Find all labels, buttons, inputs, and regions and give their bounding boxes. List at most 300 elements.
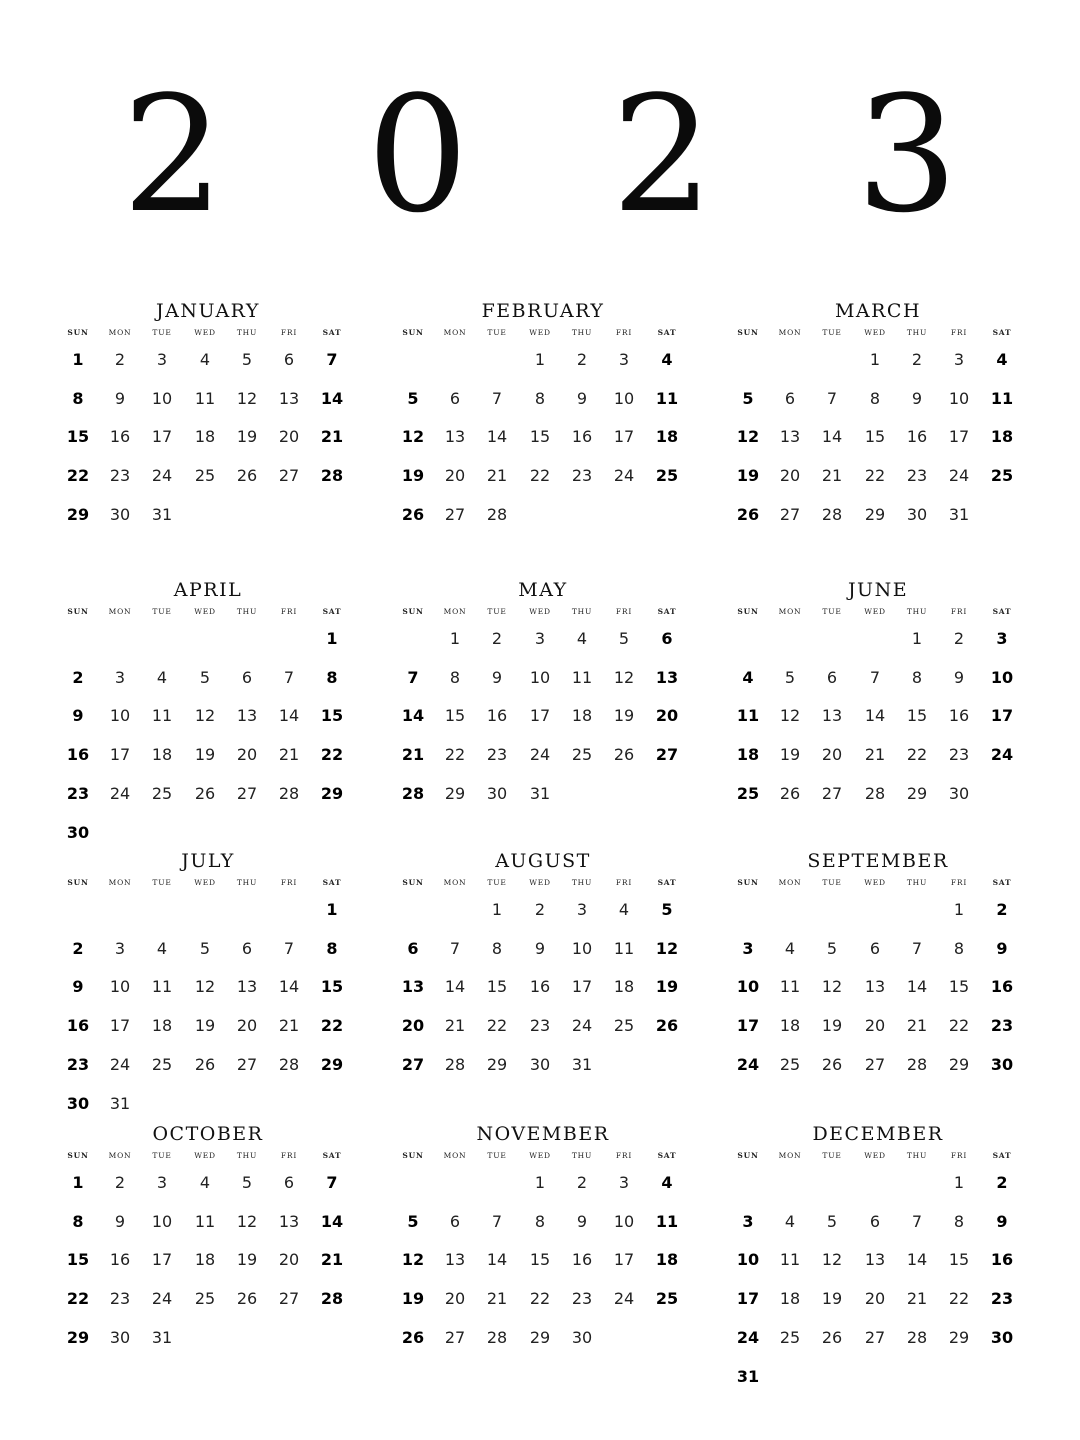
day-cell: 16 <box>66 745 90 765</box>
day-cell: 27 <box>236 783 258 803</box>
day-cell: 19 <box>736 466 760 486</box>
month-april <box>58 577 358 857</box>
day-cell: 19 <box>779 745 801 765</box>
day-cell: 11 <box>655 1211 679 1231</box>
day-cell: 3 <box>114 667 126 687</box>
weekday-label: MON <box>108 607 132 616</box>
day-cell: 30 <box>486 783 508 803</box>
day-cell: 21 <box>320 427 344 447</box>
day-cell: 26 <box>236 466 258 486</box>
day-cell: 6 <box>241 938 253 958</box>
weekday-label: MON <box>108 328 132 337</box>
day-cell: 5 <box>241 350 253 369</box>
day-cell: 27 <box>779 504 801 524</box>
day-cell: 26 <box>613 745 635 765</box>
day-cell: 14 <box>906 977 928 997</box>
day-cell: 19 <box>194 1016 216 1036</box>
month-august <box>393 848 693 1128</box>
weekday-label: SAT <box>992 328 1012 337</box>
day-cell: 10 <box>736 1250 760 1270</box>
day-cell: 5 <box>826 1211 838 1231</box>
day-cell: 27 <box>821 783 843 803</box>
day-cell: 9 <box>576 1211 588 1231</box>
day-cell: 6 <box>869 938 881 958</box>
day-cell: 1 <box>72 350 84 369</box>
weekday-label: SAT <box>657 878 677 887</box>
day-cell: 3 <box>156 1173 168 1192</box>
day-cell: 19 <box>655 977 679 997</box>
day-cell: 5 <box>241 1173 253 1192</box>
weekday-label: SAT <box>992 607 1012 616</box>
day-cell: 8 <box>953 1211 965 1231</box>
day-cell: 25 <box>613 1016 635 1036</box>
day-cell: 6 <box>826 667 838 687</box>
weekday-label: TUE <box>822 878 842 887</box>
day-cell: 20 <box>864 1289 886 1309</box>
day-cell: 21 <box>278 745 300 765</box>
day-cell: 14 <box>401 706 425 726</box>
day-cell: 17 <box>948 427 970 447</box>
weekday-label: THU <box>571 607 593 616</box>
day-cell: 11 <box>779 1250 801 1270</box>
day-cell: 6 <box>869 1211 881 1231</box>
day-cell: 21 <box>486 466 508 486</box>
day-cell: 8 <box>72 1211 84 1231</box>
month-october <box>58 1121 358 1401</box>
day-cell: 24 <box>736 1054 760 1074</box>
day-cell: 17 <box>109 1016 131 1036</box>
weekday-label: THU <box>906 878 928 887</box>
day-cell: 30 <box>66 822 90 842</box>
day-cell: 15 <box>66 427 90 447</box>
day-cell: 15 <box>320 977 344 997</box>
weekday-label: MON <box>778 607 802 616</box>
day-cell: 10 <box>736 977 760 997</box>
day-cell: 9 <box>953 667 965 687</box>
day-cell: 11 <box>990 388 1014 408</box>
day-cell: 18 <box>779 1289 801 1309</box>
day-cell: 12 <box>821 977 843 997</box>
day-cell: 7 <box>326 1173 338 1192</box>
day-cell: 30 <box>529 1054 551 1074</box>
day-cell: 3 <box>534 629 546 648</box>
day-cell: 23 <box>990 1016 1014 1036</box>
weekday-label: WED <box>864 1151 886 1160</box>
day-cell: 19 <box>194 745 216 765</box>
day-cell: 22 <box>486 1016 508 1036</box>
day-cell: 2 <box>491 629 503 648</box>
weekday-label: THU <box>236 328 258 337</box>
day-cell: 9 <box>911 388 923 408</box>
day-cell: 4 <box>742 667 754 687</box>
day-cell: 17 <box>109 745 131 765</box>
day-cell: 1 <box>326 900 338 919</box>
weekday-label: SAT <box>992 1151 1012 1160</box>
day-cell: 16 <box>990 1250 1014 1270</box>
day-cell: 8 <box>911 667 923 687</box>
day-cell: 4 <box>661 350 673 369</box>
day-cell: 17 <box>529 706 551 726</box>
day-cell: 3 <box>156 350 168 369</box>
day-cell: 23 <box>906 466 928 486</box>
day-cell: 30 <box>990 1327 1014 1347</box>
day-cell: 18 <box>151 745 173 765</box>
day-cell: 28 <box>278 783 300 803</box>
day-cell: 30 <box>906 504 928 524</box>
day-cell: 19 <box>401 466 425 486</box>
day-cell: 23 <box>990 1289 1014 1309</box>
day-cell: 11 <box>151 706 173 726</box>
day-cell: 27 <box>864 1327 886 1347</box>
day-cell: 21 <box>278 1016 300 1036</box>
month-name: JULY <box>181 850 235 872</box>
day-cell: 2 <box>996 900 1008 919</box>
day-cell: 18 <box>571 706 593 726</box>
day-cell: 31 <box>109 1093 131 1113</box>
day-cell: 4 <box>784 938 796 958</box>
day-cell: 20 <box>236 745 258 765</box>
weekday-label: FRI <box>280 328 298 337</box>
day-cell: 9 <box>114 1211 126 1231</box>
day-cell: 3 <box>953 350 965 369</box>
day-cell: 30 <box>66 1093 90 1113</box>
day-cell: 8 <box>953 938 965 958</box>
day-cell: 29 <box>529 1327 551 1347</box>
day-cell: 16 <box>109 427 131 447</box>
day-cell: 28 <box>821 504 843 524</box>
day-cell: 6 <box>283 350 295 369</box>
day-cell: 29 <box>948 1327 970 1347</box>
day-cell: 26 <box>194 1054 216 1074</box>
day-cell: 23 <box>529 1016 551 1036</box>
day-cell: 12 <box>194 977 216 997</box>
day-cell: 16 <box>66 1016 90 1036</box>
day-cell: 28 <box>401 783 425 803</box>
weekday-label: FRI <box>280 1151 298 1160</box>
day-cell: 29 <box>66 1327 90 1347</box>
day-cell: 22 <box>66 1289 90 1309</box>
weekday-label: WED <box>529 328 551 337</box>
day-cell: 1 <box>534 1173 546 1192</box>
day-cell: 20 <box>821 745 843 765</box>
day-cell: 3 <box>114 938 126 958</box>
day-cell: 7 <box>911 1211 923 1231</box>
day-cell: 5 <box>199 667 211 687</box>
day-cell: 29 <box>948 1054 970 1074</box>
day-cell: 29 <box>444 783 466 803</box>
weekday-label: THU <box>571 878 593 887</box>
weekday-label: FRI <box>950 878 968 887</box>
day-cell: 17 <box>151 427 173 447</box>
day-cell: 18 <box>655 1250 679 1270</box>
day-cell: 15 <box>529 1250 551 1270</box>
weekday-label: TUE <box>152 607 172 616</box>
day-cell: 13 <box>444 1250 466 1270</box>
day-cell: 24 <box>990 745 1014 765</box>
day-cell: 15 <box>486 977 508 997</box>
day-cell: 26 <box>779 783 801 803</box>
day-cell: 28 <box>864 783 886 803</box>
weekday-label: TUE <box>152 1151 172 1160</box>
day-cell: 7 <box>869 667 881 687</box>
weekday-label: FRI <box>280 878 298 887</box>
weekday-label: MON <box>778 878 802 887</box>
month-february <box>393 298 693 578</box>
day-cell: 13 <box>236 977 258 997</box>
day-cell: 18 <box>151 1016 173 1036</box>
day-cell: 21 <box>864 745 886 765</box>
weekday-label: SAT <box>322 607 342 616</box>
weekday-label: WED <box>864 607 886 616</box>
day-cell: 2 <box>996 1173 1008 1192</box>
day-cell: 28 <box>906 1327 928 1347</box>
day-cell: 19 <box>401 1289 425 1309</box>
day-cell: 21 <box>906 1016 928 1036</box>
day-cell: 28 <box>906 1054 928 1074</box>
day-cell: 14 <box>278 706 300 726</box>
day-cell: 26 <box>401 504 425 524</box>
day-cell: 17 <box>571 977 593 997</box>
day-cell: 24 <box>529 745 551 765</box>
weekday-header <box>393 606 693 618</box>
weekday-label: WED <box>194 328 216 337</box>
day-cell: 13 <box>278 388 300 408</box>
day-cell: 5 <box>784 667 796 687</box>
day-cell: 7 <box>449 938 461 958</box>
day-cell: 20 <box>444 466 466 486</box>
day-cell: 4 <box>784 1211 796 1231</box>
day-cell: 16 <box>948 706 970 726</box>
day-cell: 25 <box>779 1327 801 1347</box>
day-cell: 3 <box>618 350 630 369</box>
month-name: FEBRUARY <box>481 300 605 322</box>
day-cell: 22 <box>320 1016 344 1036</box>
day-cell: 24 <box>571 1016 593 1036</box>
day-cell: 12 <box>236 1211 258 1231</box>
weekday-label: FRI <box>950 328 968 337</box>
day-cell: 25 <box>655 1289 679 1309</box>
day-cell: 11 <box>779 977 801 997</box>
day-cell: 16 <box>571 427 593 447</box>
day-cell: 24 <box>151 466 173 486</box>
day-cell: 28 <box>320 466 344 486</box>
weekday-label: MON <box>108 878 132 887</box>
month-june <box>728 577 1028 857</box>
day-cell: 1 <box>326 629 338 648</box>
weekday-label: SAT <box>322 878 342 887</box>
day-cell: 26 <box>401 1327 425 1347</box>
day-cell: 25 <box>194 466 216 486</box>
day-cell: 22 <box>529 1289 551 1309</box>
day-cell: 10 <box>948 388 970 408</box>
day-cell: 10 <box>151 388 173 408</box>
day-cell: 22 <box>948 1289 970 1309</box>
day-cell: 8 <box>449 667 461 687</box>
day-cell: 22 <box>444 745 466 765</box>
day-cell: 9 <box>996 938 1008 958</box>
day-cell: 2 <box>576 350 588 369</box>
day-cell: 2 <box>953 629 965 648</box>
day-cell: 13 <box>864 1250 886 1270</box>
day-cell: 16 <box>571 1250 593 1270</box>
day-cell: 31 <box>151 1327 173 1347</box>
month-march <box>728 298 1028 578</box>
day-cell: 27 <box>444 504 466 524</box>
day-cell: 10 <box>613 388 635 408</box>
day-cell: 2 <box>534 900 546 919</box>
day-cell: 15 <box>948 1250 970 1270</box>
day-cell: 27 <box>444 1327 466 1347</box>
month-january <box>58 298 358 578</box>
weekday-label: TUE <box>822 1151 842 1160</box>
weekday-label: TUE <box>822 328 842 337</box>
day-cell: 3 <box>576 900 588 919</box>
weekday-label: MON <box>778 1151 802 1160</box>
month-name: JANUARY <box>156 300 260 322</box>
day-cell: 5 <box>407 1211 419 1231</box>
day-cell: 29 <box>320 783 344 803</box>
day-cell: 18 <box>990 427 1014 447</box>
day-cell: 2 <box>576 1173 588 1192</box>
day-cell: 28 <box>486 1327 508 1347</box>
day-cell: 18 <box>779 1016 801 1036</box>
weekday-label: TUE <box>487 328 507 337</box>
day-cell: 5 <box>661 900 673 919</box>
day-cell: 1 <box>953 1173 965 1192</box>
weekday-label: SAT <box>322 1151 342 1160</box>
day-cell: 13 <box>655 667 679 687</box>
day-cell: 26 <box>194 783 216 803</box>
day-cell: 5 <box>742 388 754 408</box>
day-cell: 11 <box>194 388 216 408</box>
day-cell: 20 <box>401 1016 425 1036</box>
month-name: MAY <box>518 579 568 601</box>
day-cell: 2 <box>911 350 923 369</box>
day-cell: 4 <box>661 1173 673 1192</box>
weekday-header <box>393 327 693 339</box>
day-cell: 5 <box>199 938 211 958</box>
weekday-header <box>393 877 693 889</box>
weekday-label: SAT <box>992 878 1012 887</box>
day-cell: 24 <box>736 1327 760 1347</box>
weekday-label: TUE <box>152 328 172 337</box>
weekday-label: SUN <box>737 1151 759 1160</box>
day-cell: 14 <box>864 706 886 726</box>
day-cell: 20 <box>779 466 801 486</box>
day-cell: 14 <box>278 977 300 997</box>
day-cell: 30 <box>571 1327 593 1347</box>
day-cell: 26 <box>736 504 760 524</box>
day-cell: 12 <box>736 427 760 447</box>
day-cell: 8 <box>326 938 338 958</box>
day-cell: 27 <box>236 1054 258 1074</box>
day-cell: 11 <box>151 977 173 997</box>
day-cell: 17 <box>613 1250 635 1270</box>
month-december <box>728 1121 1028 1401</box>
month-name: MARCH <box>834 300 922 322</box>
weekday-label: TUE <box>487 607 507 616</box>
day-cell: 1 <box>911 629 923 648</box>
day-cell: 6 <box>283 1173 295 1192</box>
month-name: AUGUST <box>495 850 591 872</box>
day-cell: 9 <box>114 388 126 408</box>
weekday-label: WED <box>194 607 216 616</box>
weekday-label: WED <box>864 878 886 887</box>
day-cell: 20 <box>655 706 679 726</box>
day-cell: 31 <box>571 1054 593 1074</box>
day-cell: 25 <box>655 466 679 486</box>
weekday-label: SUN <box>737 607 759 616</box>
day-cell: 15 <box>864 427 886 447</box>
day-cell: 22 <box>66 466 90 486</box>
day-cell: 14 <box>821 427 843 447</box>
day-cell: 24 <box>613 1289 635 1309</box>
day-cell: 6 <box>661 629 673 648</box>
day-cell: 24 <box>109 783 131 803</box>
day-cell: 10 <box>613 1211 635 1231</box>
day-cell: 10 <box>151 1211 173 1231</box>
weekday-label: MON <box>778 328 802 337</box>
day-cell: 2 <box>72 938 84 958</box>
day-cell: 17 <box>151 1250 173 1270</box>
day-cell: 12 <box>236 388 258 408</box>
day-cell: 13 <box>236 706 258 726</box>
day-cell: 10 <box>529 667 551 687</box>
day-cell: 21 <box>444 1016 466 1036</box>
weekday-label: SUN <box>402 1151 424 1160</box>
day-cell: 7 <box>283 938 295 958</box>
day-cell: 8 <box>72 388 84 408</box>
day-cell: 31 <box>529 783 551 803</box>
day-cell: 1 <box>953 900 965 919</box>
weekday-label: FRI <box>615 878 633 887</box>
day-cell: 15 <box>444 706 466 726</box>
weekday-label: FRI <box>950 1151 968 1160</box>
day-cell: 3 <box>742 1211 754 1231</box>
weekday-label: TUE <box>822 607 842 616</box>
day-cell: 11 <box>571 667 593 687</box>
day-cell: 14 <box>320 388 344 408</box>
day-cell: 18 <box>655 427 679 447</box>
day-cell: 8 <box>534 1211 546 1231</box>
day-cell: 1 <box>491 900 503 919</box>
day-cell: 29 <box>906 783 928 803</box>
day-cell: 27 <box>655 745 679 765</box>
day-cell: 25 <box>779 1054 801 1074</box>
weekday-label: FRI <box>280 607 298 616</box>
day-cell: 21 <box>486 1289 508 1309</box>
day-cell: 23 <box>109 1289 131 1309</box>
weekday-label: WED <box>864 328 886 337</box>
day-cell: 18 <box>194 1250 216 1270</box>
weekday-label: SUN <box>67 878 89 887</box>
day-cell: 29 <box>486 1054 508 1074</box>
weekday-label: WED <box>194 878 216 887</box>
weekday-label: SUN <box>737 878 759 887</box>
day-cell: 28 <box>320 1289 344 1309</box>
day-cell: 25 <box>571 745 593 765</box>
weekday-label: SAT <box>657 1151 677 1160</box>
day-cell: 20 <box>278 1250 300 1270</box>
day-cell: 9 <box>491 667 503 687</box>
weekday-label: TUE <box>152 878 172 887</box>
weekday-label: TUE <box>487 1151 507 1160</box>
weekday-label: SUN <box>67 1151 89 1160</box>
day-cell: 27 <box>864 1054 886 1074</box>
day-cell: 20 <box>278 427 300 447</box>
day-cell: 6 <box>449 1211 461 1231</box>
day-cell: 17 <box>736 1016 760 1036</box>
